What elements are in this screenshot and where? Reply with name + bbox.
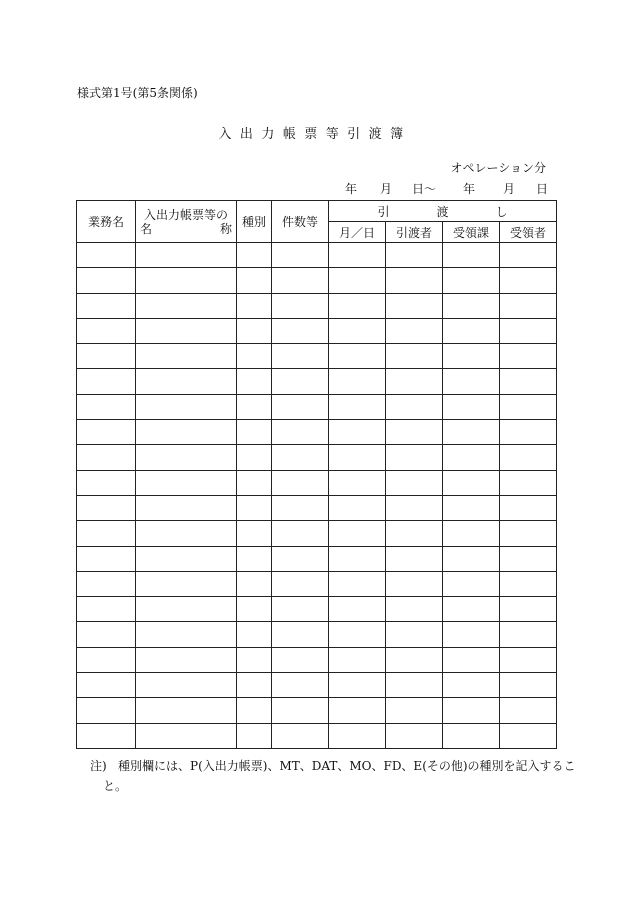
ledger-cell[interactable]: [77, 698, 136, 723]
ledger-cell[interactable]: [237, 445, 272, 470]
ledger-cell[interactable]: [237, 470, 272, 495]
ledger-cell[interactable]: [272, 420, 329, 445]
ledger-cell[interactable]: [443, 445, 500, 470]
ledger-cell[interactable]: [386, 597, 443, 622]
ledger-cell[interactable]: [77, 420, 136, 445]
ledger-cell[interactable]: [500, 470, 557, 495]
ledger-cell[interactable]: [77, 318, 136, 343]
ledger-cell[interactable]: [237, 597, 272, 622]
ledger-cell[interactable]: [272, 571, 329, 596]
ledger-cell[interactable]: [237, 344, 272, 369]
ledger-cell[interactable]: [272, 622, 329, 647]
ledger-cell[interactable]: [386, 647, 443, 672]
ledger-cell[interactable]: [237, 495, 272, 520]
ledger-cell[interactable]: [136, 698, 237, 723]
ledger-cell[interactable]: [386, 445, 443, 470]
ledger-cell[interactable]: [329, 521, 386, 546]
ledger-cell[interactable]: [500, 698, 557, 723]
ledger-cell[interactable]: [500, 495, 557, 520]
ledger-cell[interactable]: [136, 369, 237, 394]
ledger-cell[interactable]: [237, 723, 272, 748]
ledger-row: [77, 571, 557, 596]
ledger-cell[interactable]: [500, 597, 557, 622]
ledger-cell[interactable]: [329, 495, 386, 520]
ledger-cell[interactable]: [443, 571, 500, 596]
ledger-row: [77, 470, 557, 495]
header-forms-name-left: 名: [140, 221, 153, 236]
ledger-row: [77, 647, 557, 672]
ledger-cell[interactable]: [77, 445, 136, 470]
footnote-tag: 注): [90, 759, 107, 773]
ledger-cell[interactable]: [272, 698, 329, 723]
ledger-cell[interactable]: [443, 243, 500, 268]
ledger-cell[interactable]: [443, 622, 500, 647]
ledger-cell[interactable]: [500, 723, 557, 748]
ledger-cell[interactable]: [272, 268, 329, 293]
ledger-cell[interactable]: [136, 622, 237, 647]
ledger-cell[interactable]: [272, 647, 329, 672]
ledger-cell[interactable]: [443, 470, 500, 495]
ledger-cell[interactable]: [329, 647, 386, 672]
ledger-cell[interactable]: [500, 293, 557, 318]
ledger-cell[interactable]: [237, 394, 272, 419]
ledger-cell[interactable]: [443, 495, 500, 520]
ledger-cell[interactable]: [237, 546, 272, 571]
header-deliverer: 引渡者: [386, 222, 443, 243]
ledger-cell[interactable]: [386, 318, 443, 343]
ledger-cell[interactable]: [329, 597, 386, 622]
ledger-cell[interactable]: [386, 293, 443, 318]
ledger-cell[interactable]: [386, 698, 443, 723]
ledger-cell[interactable]: [329, 470, 386, 495]
ledger-cell[interactable]: [237, 521, 272, 546]
ledger-cell[interactable]: [386, 470, 443, 495]
ledger-cell[interactable]: [500, 673, 557, 698]
ledger-cell[interactable]: [77, 344, 136, 369]
ledger-cell[interactable]: [386, 546, 443, 571]
ledger-cell[interactable]: [272, 318, 329, 343]
ledger-cell[interactable]: [443, 268, 500, 293]
ledger-cell[interactable]: [237, 293, 272, 318]
ledger-cell[interactable]: [77, 673, 136, 698]
ledger-cell[interactable]: [136, 495, 237, 520]
ledger-cell[interactable]: [136, 470, 237, 495]
ledger-cell[interactable]: [272, 394, 329, 419]
ledger-cell[interactable]: [500, 647, 557, 672]
ledger-cell[interactable]: [272, 369, 329, 394]
ledger-cell[interactable]: [237, 647, 272, 672]
header-forms-name-right: 称: [219, 221, 232, 236]
header-handover: 引 渡 し: [329, 201, 557, 222]
ledger-cell[interactable]: [237, 243, 272, 268]
ledger-cell[interactable]: [443, 546, 500, 571]
ledger-cell[interactable]: [77, 571, 136, 596]
ledger-cell[interactable]: [136, 597, 237, 622]
header-receiver: 受領者: [500, 222, 557, 243]
ledger-cell[interactable]: [272, 470, 329, 495]
ledger-cell[interactable]: [443, 647, 500, 672]
ledger-cell[interactable]: [237, 268, 272, 293]
header-type: 種別: [237, 201, 272, 243]
ledger-cell[interactable]: [77, 647, 136, 672]
ledger-cell[interactable]: [136, 723, 237, 748]
ledger-cell[interactable]: [500, 571, 557, 596]
ledger-cell[interactable]: [443, 369, 500, 394]
ledger-cell[interactable]: [77, 394, 136, 419]
ledger-cell[interactable]: [272, 344, 329, 369]
ledger-cell[interactable]: [329, 268, 386, 293]
ledger-cell[interactable]: [329, 243, 386, 268]
period-start-year: 年: [345, 182, 358, 196]
ledger-cell[interactable]: [329, 293, 386, 318]
ledger-cell[interactable]: [386, 369, 443, 394]
ledger-cell[interactable]: [329, 723, 386, 748]
ledger-cell[interactable]: [77, 597, 136, 622]
ledger-cell[interactable]: [329, 571, 386, 596]
ledger-row: [77, 394, 557, 419]
ledger-row: [77, 445, 557, 470]
ledger-row: [77, 723, 557, 748]
ledger-cell[interactable]: [386, 673, 443, 698]
ledger-body: [77, 243, 557, 749]
ledger-cell[interactable]: [272, 445, 329, 470]
ledger-cell[interactable]: [136, 647, 237, 672]
ledger-cell[interactable]: [500, 268, 557, 293]
ledger-cell[interactable]: [136, 318, 237, 343]
ledger-cell[interactable]: [443, 420, 500, 445]
ledger-row: [77, 521, 557, 546]
footnote-line1: 種別欄には、P(入出力帳票)、MT、DAT、MO、FD、E(その他)の種別を記入するこ: [118, 759, 576, 773]
ledger-cell[interactable]: [77, 470, 136, 495]
ledger-cell[interactable]: [136, 546, 237, 571]
period-end-month: 月: [503, 182, 516, 196]
ledger-row: [77, 495, 557, 520]
ledger-row: [77, 673, 557, 698]
ledger-row: [77, 268, 557, 293]
ledger-row: [77, 546, 557, 571]
header-forms-name-bottom: [136, 222, 236, 236]
ledger-cell[interactable]: [500, 344, 557, 369]
ledger-cell[interactable]: [136, 268, 237, 293]
ledger-cell[interactable]: [329, 369, 386, 394]
ledger-cell[interactable]: [272, 546, 329, 571]
ledger-cell[interactable]: [500, 445, 557, 470]
header-date: 月／日: [329, 222, 386, 243]
header-forms-name: [136, 201, 237, 243]
ledger-cell[interactable]: [136, 445, 237, 470]
ledger-cell[interactable]: [386, 622, 443, 647]
ledger-cell[interactable]: [237, 369, 272, 394]
ledger-cell[interactable]: [329, 698, 386, 723]
ledger-cell[interactable]: [386, 495, 443, 520]
ledger-cell[interactable]: [272, 243, 329, 268]
header-business-name: 業務名: [77, 201, 136, 243]
ledger-cell[interactable]: [386, 243, 443, 268]
period-end-year: 年: [463, 182, 476, 196]
ledger-cell[interactable]: [136, 420, 237, 445]
ledger-cell[interactable]: [77, 369, 136, 394]
ledger-row: [77, 698, 557, 723]
period-start-day: 日〜: [412, 182, 437, 196]
ledger-cell[interactable]: [443, 597, 500, 622]
ledger-cell[interactable]: [136, 344, 237, 369]
ledger-cell[interactable]: [77, 546, 136, 571]
period-end-day: 日: [536, 182, 549, 196]
footnote-line2: と。: [103, 779, 128, 793]
ledger-cell[interactable]: [443, 318, 500, 343]
ledger-cell[interactable]: [272, 521, 329, 546]
ledger-cell[interactable]: [443, 673, 500, 698]
ledger-cell[interactable]: [272, 723, 329, 748]
ledger-cell[interactable]: [237, 698, 272, 723]
ledger-cell[interactable]: [272, 597, 329, 622]
ledger-cell[interactable]: [443, 521, 500, 546]
ledger-cell[interactable]: [136, 571, 237, 596]
ledger-cell[interactable]: [136, 243, 237, 268]
ledger-cell[interactable]: [77, 243, 136, 268]
ledger-row: [77, 597, 557, 622]
ledger-cell[interactable]: [500, 546, 557, 571]
ledger-row: [77, 293, 557, 318]
ledger-cell[interactable]: [136, 521, 237, 546]
ledger-cell[interactable]: [500, 420, 557, 445]
ledger-cell[interactable]: [237, 622, 272, 647]
ledger-cell[interactable]: [272, 293, 329, 318]
ledger-cell[interactable]: [500, 622, 557, 647]
ledger-cell[interactable]: [329, 344, 386, 369]
document-title: 入出力帳票等引渡簿: [218, 127, 412, 142]
ledger-cell[interactable]: [500, 369, 557, 394]
ledger-cell[interactable]: [237, 571, 272, 596]
ledger-row: [77, 318, 557, 343]
ledger-cell[interactable]: [237, 318, 272, 343]
ledger-cell[interactable]: [500, 394, 557, 419]
footnote: [90, 755, 576, 777]
form-number: 様式第1号(第5条関係): [77, 86, 198, 100]
ledger-cell[interactable]: [386, 268, 443, 293]
ledger-cell[interactable]: [386, 723, 443, 748]
period-range: [340, 180, 552, 196]
ledger-cell[interactable]: [77, 723, 136, 748]
ledger-cell[interactable]: [272, 495, 329, 520]
ledger-cell[interactable]: [329, 318, 386, 343]
handover-ledger-table: [76, 200, 557, 749]
ledger-cell[interactable]: [77, 521, 136, 546]
ledger-cell[interactable]: [443, 344, 500, 369]
ledger-row: [77, 622, 557, 647]
ledger-row: [77, 344, 557, 369]
ledger-cell[interactable]: [77, 495, 136, 520]
ledger-cell[interactable]: [443, 293, 500, 318]
ledger-cell[interactable]: [77, 622, 136, 647]
header-count: 件数等: [272, 201, 329, 243]
ledger-cell[interactable]: [329, 394, 386, 419]
period-start-month: 月: [380, 182, 393, 196]
ledger-cell[interactable]: [443, 394, 500, 419]
operation-label: オペレーション分: [450, 161, 546, 175]
ledger-cell[interactable]: [386, 521, 443, 546]
header-receiving-section: 受領課: [443, 222, 500, 243]
ledger-cell[interactable]: [329, 673, 386, 698]
ledger-cell[interactable]: [272, 673, 329, 698]
ledger-cell[interactable]: [443, 698, 500, 723]
ledger-cell[interactable]: [386, 420, 443, 445]
ledger-cell[interactable]: [237, 420, 272, 445]
ledger-cell[interactable]: [329, 546, 386, 571]
ledger-row: [77, 369, 557, 394]
ledger-cell[interactable]: [329, 420, 386, 445]
ledger-cell[interactable]: [386, 394, 443, 419]
ledger-cell[interactable]: [77, 268, 136, 293]
ledger-cell[interactable]: [500, 521, 557, 546]
ledger-cell[interactable]: [386, 344, 443, 369]
header-forms-name-top: 入出力帳票等の: [143, 207, 228, 222]
ledger-cell[interactable]: [329, 622, 386, 647]
ledger-cell[interactable]: [77, 293, 136, 318]
ledger-row: [77, 420, 557, 445]
ledger-cell[interactable]: [500, 243, 557, 268]
ledger-cell[interactable]: [136, 673, 237, 698]
ledger-cell[interactable]: [136, 293, 237, 318]
ledger-cell[interactable]: [386, 571, 443, 596]
ledger-row: [77, 243, 557, 268]
ledger-cell[interactable]: [500, 318, 557, 343]
ledger-cell[interactable]: [136, 394, 237, 419]
ledger-cell[interactable]: [443, 723, 500, 748]
ledger-cell[interactable]: [237, 673, 272, 698]
ledger-cell[interactable]: [329, 445, 386, 470]
